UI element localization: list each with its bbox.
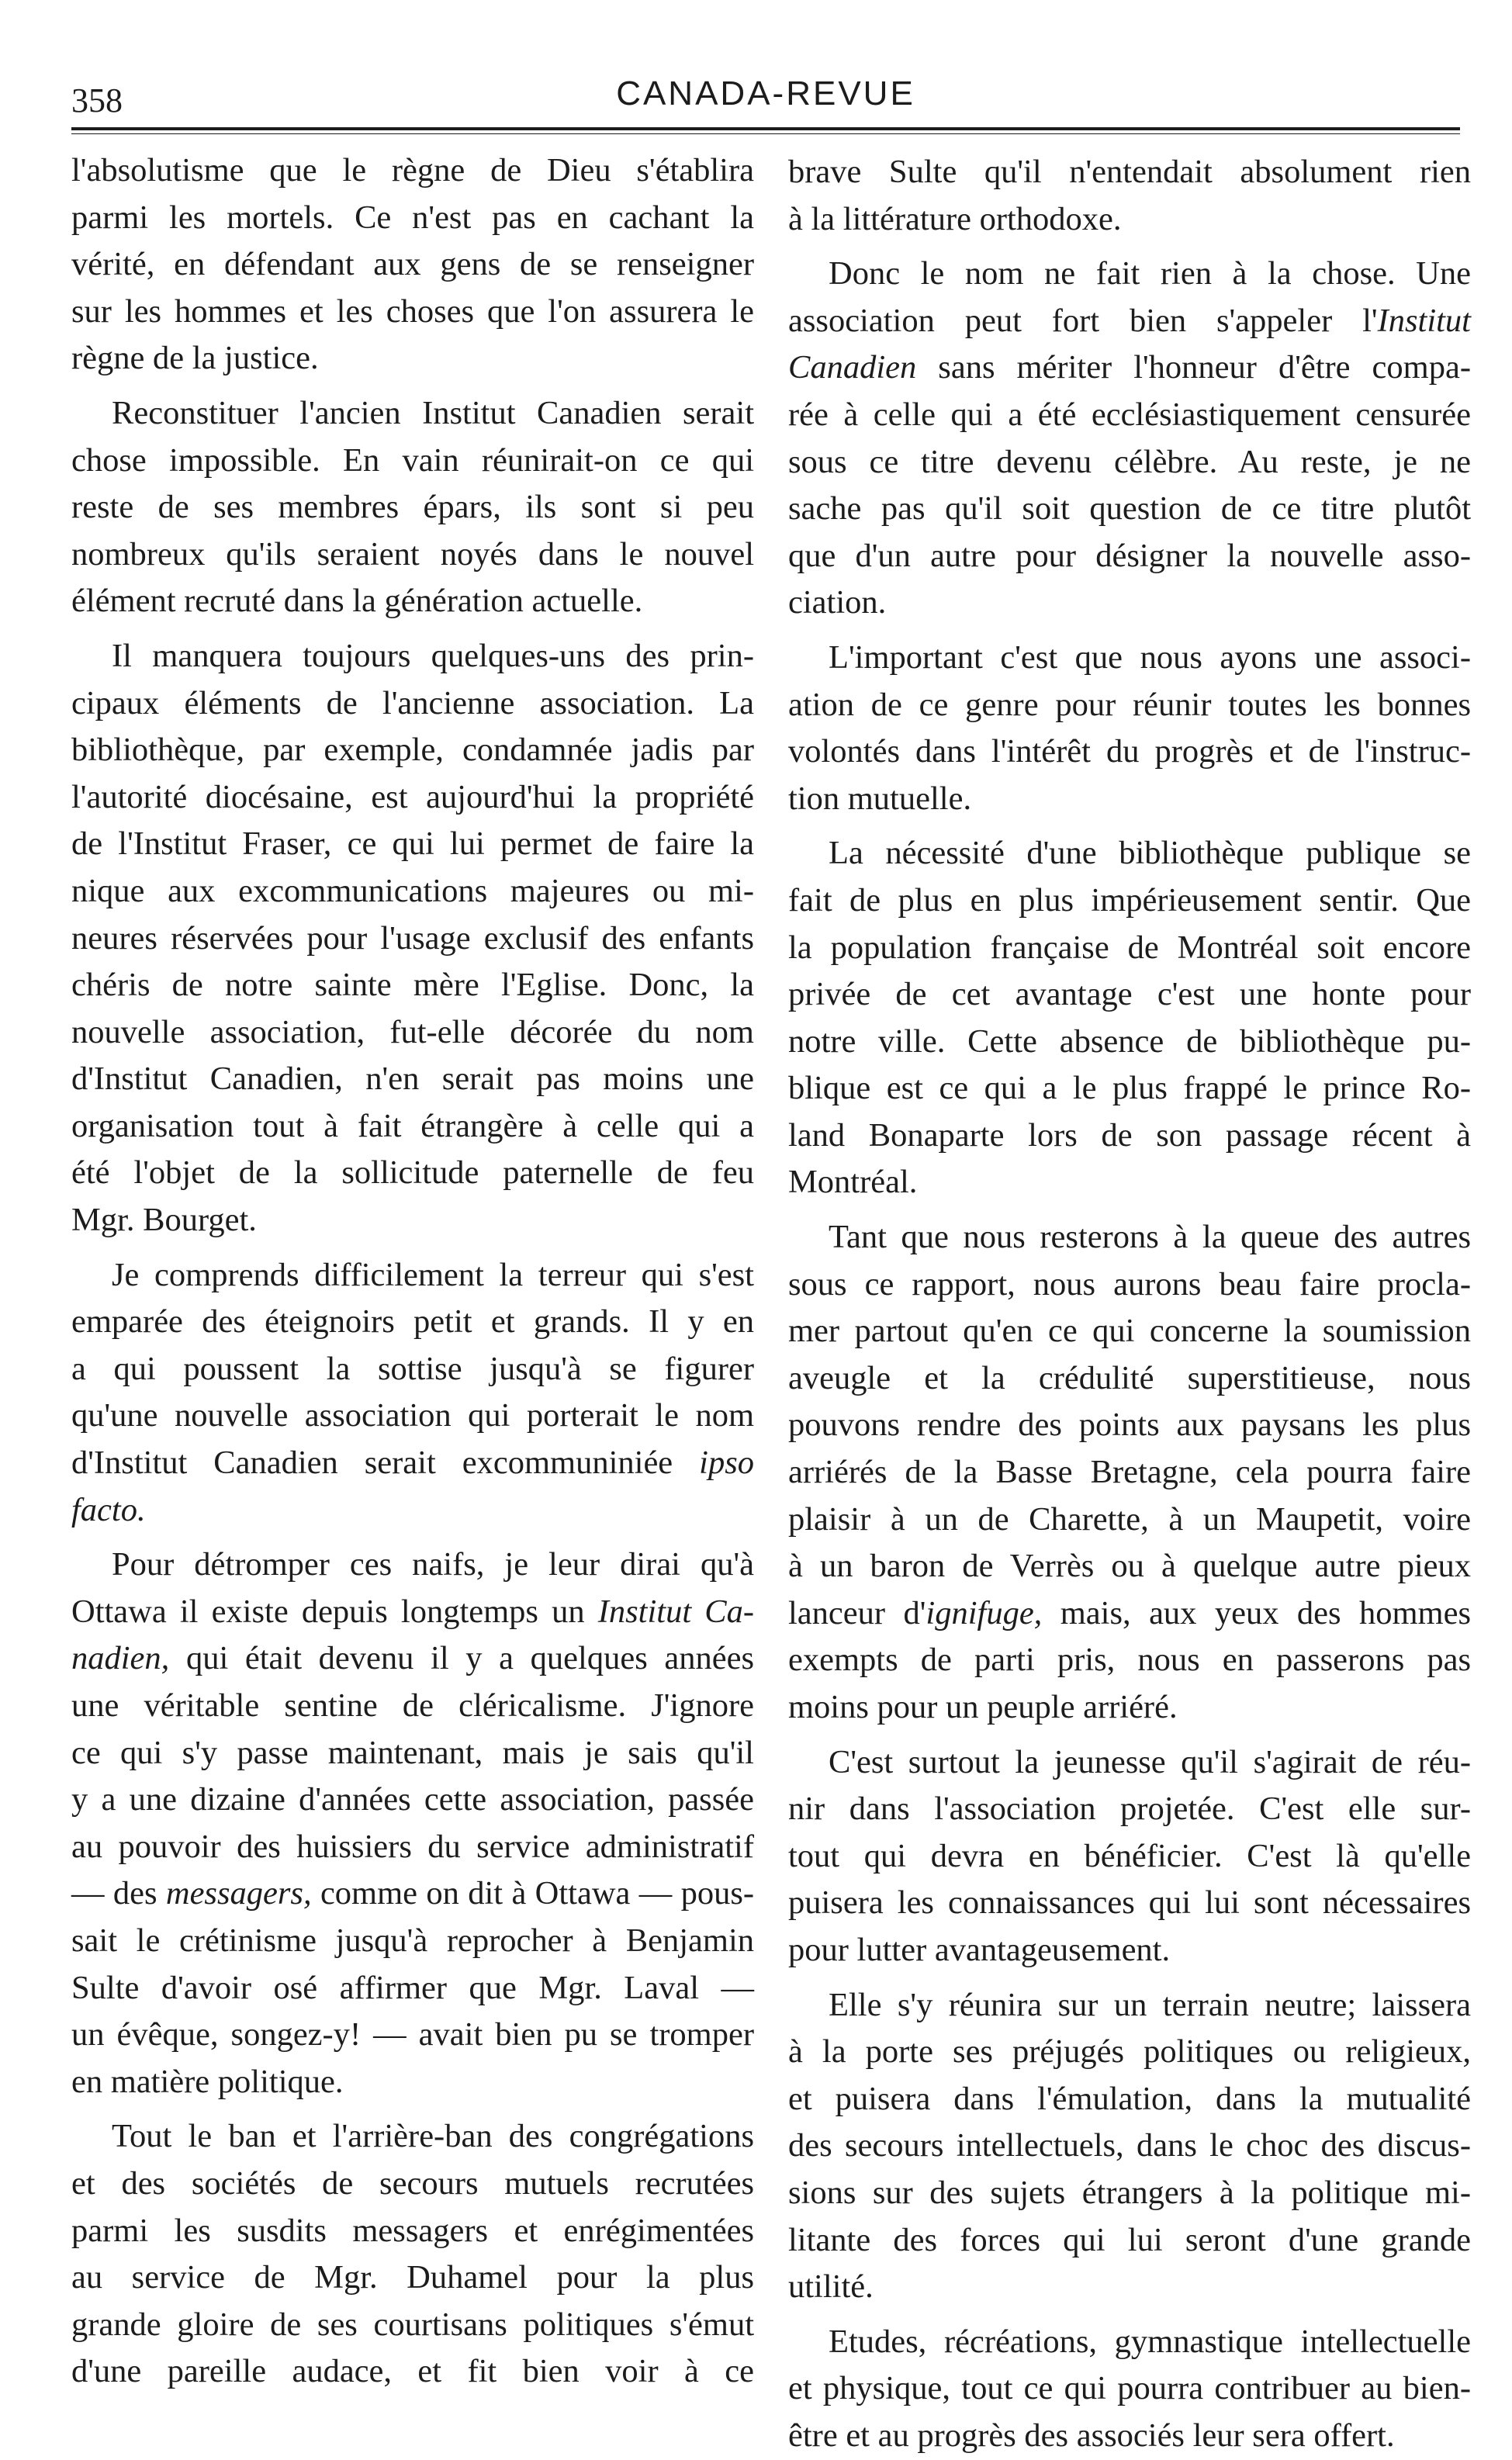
text-line: sache pas qu'il soit question de ce titre plutôt [788,490,1471,528]
text-line: l'autorité diocésaine, est aujourd'hui la propriété [71,778,754,815]
italic-run: messagers, [165,1875,312,1912]
text-line: organisation tout à fait étrangère à celle qui a [71,1107,754,1144]
text-line [788,298,1471,345]
text-line: règne de la justice. [71,340,319,377]
paragraph [788,635,1471,822]
text-line: une véritable sentine de cléricalisme. J'ignore [71,1687,754,1724]
italic-run: ignifuge, [926,1594,1043,1631]
text-line: à un baron de Verrès ou à quelque autre pieux [788,1548,1471,1585]
text-line: y a une dizaine d'années cette association, passée [71,1781,754,1818]
text-line: ce qui s'y passe maintenant, mais je sais qu'il [71,1734,754,1771]
header-rule-thin [71,133,1460,134]
paragraph [788,149,1471,243]
text-line: ciation. [788,584,887,621]
text-line: de l'Institut Fraser, ce qui lui permet de faire la [71,825,754,863]
text-line: tion mutuelle. [788,780,972,817]
text-line: au service de Mgr. Duhamel pour la plus [71,2259,754,2296]
text-line: tout qui devra en bénéficier. C'est là qu'elle [788,1837,1471,1874]
text-line [71,1635,754,1683]
text-line: parmi les mortels. Ce n'est pas en cachant la [71,199,754,236]
text-line: parmi les susdits messagers et enrégimentées [71,2212,754,2249]
text-line: été l'objet de la sollicitude paternelle de feu [71,1154,754,1192]
text-line: Je comprends difficilement la terreur qui s'est [112,1256,754,1293]
text-line: bibliothèque, par exemple, condamnée jadis par [71,732,754,769]
text-line: et physique, tout ce qui pourra contribuer au bien- [788,2370,1471,2407]
paragraph [788,251,1471,627]
text-line [71,1870,754,1918]
italic-run: Institut [1377,302,1471,339]
text-line: utilité. [788,2268,874,2306]
text-line: Il manquera toujours quelques-uns des prin- [112,637,754,674]
text-line: reste de ses membres épars, ils sont si peu [71,489,754,526]
text-line [71,1440,754,1487]
text-line: pour lutter avantageusement. [788,1931,1171,1968]
text-line: et puisera dans l'émulation, dans la mutualité [788,2080,1471,2117]
paragraph [788,1982,1471,2311]
text-line: exempts de parti pris, nous en passerons pas [788,1642,1471,1679]
right-column [788,149,1471,2460]
text-line [71,1589,754,1636]
text-line: Tant que nous resterons à la queue des autres [829,1219,1471,1256]
left-column [71,147,754,2396]
paragraph [71,1541,754,2105]
text-line: sions sur des sujets étrangers à la politique mi- [788,2174,1471,2211]
text-line: blique est ce qui a le plus frappé le prince Ro- [788,1070,1471,1107]
text-line: Elle s'y réunira sur un terrain neutre; laissera [829,1986,1471,2023]
text-run: — des [71,1875,157,1912]
paragraph [71,390,754,625]
text-line: d'Institut Canadien, n'en serait pas moins une [71,1060,754,1098]
text-line: puisera les connaissances qui lui sont nécessaires [788,1884,1471,1922]
text-line: La nécessité d'une bibliothèque publique se [829,835,1471,872]
text-line: nique aux excommunications majeures ou mi- [71,872,754,909]
italic-run: nadien, [71,1640,170,1677]
text-line: en matière politique. [71,2063,344,2100]
text-run: lanceur d' [788,1594,926,1631]
text-run: d'Institut Canadien serait excommuniniée [71,1445,673,1482]
text-line: à la porte ses préjugés politiques ou religieux, [788,2033,1471,2071]
text-line: Etudes, récréations, gymnastique intellectuelle [829,2323,1471,2360]
text-line: Mgr. Bourget. [71,1202,257,1239]
text-line: qu'une nouvelle association qui porterait le nom [71,1397,754,1434]
text-line: Pour détromper ces naifs, je leur dirai qu'à [112,1546,754,1583]
text-run: sans mériter l'honneur d'être compa- [938,349,1471,386]
paragraph [788,2319,1471,2460]
header-rule-thick [71,127,1460,130]
text-line [71,1487,754,1534]
text-line: ation de ce genre pour réunir toutes les bonnes [788,686,1471,723]
text-line: la population française de Montréal soit encore [788,929,1471,966]
text-line: volontés dans l'intérêt du progrès et de l'instruc- [788,733,1471,770]
paragraph [788,830,1471,1206]
text-line: mer partout qu'en ce qui concerne la soumission [788,1313,1471,1350]
text-run: association peut fort bien s'appeler l' [788,302,1378,339]
text-line: rée à celle qui a été ecclésiastiquement censurée [788,396,1471,433]
text-line: l'absolutisme que le règne de Dieu s'établira [71,152,754,189]
text-line: plaisir à un de Charette, à un Maupetit, voire [788,1500,1471,1538]
text-line: d'une pareille audace, et fit bien voir à ce [71,2353,754,2390]
page-header [71,68,1460,123]
text-line: pouvons rendre des points aux paysans les plus [788,1406,1471,1444]
paragraph [71,147,754,382]
text-line: sous ce rapport, nous aurons beau faire procla- [788,1265,1471,1303]
paragraph [788,1214,1471,1732]
text-line: sait le crétinisme jusqu'à reprocher à Benjamin [71,1922,754,1959]
text-line: aveugle et la crédulité superstitieuse, nous [788,1359,1471,1396]
text-line: Donc le nom ne fait rien à la chose. Une [829,255,1471,292]
text-line: neures réservées pour l'usage exclusif des enfants [71,919,754,957]
text-line: brave Sulte qu'il n'entendait absolument rien [788,154,1471,190]
text-line: privée de cet avantage c'est une honte pour [788,976,1471,1013]
text-line [788,344,1471,392]
text-line: chéris de notre sainte mère l'Eglise. Donc, la [71,967,754,1004]
text-run: mais, aux yeux des hommes [1060,1594,1472,1631]
page-number: 358 [71,81,123,119]
text-line: des secours intellectuels, dans le choc des discus- [788,2127,1471,2164]
text-line: Tout le ban et l'arrière-ban des congrégations [112,2118,754,2155]
text-line: Reconstituer l'ancien Institut Canadien serait [112,394,754,431]
text-line: sous ce titre devenu célèbre. Au reste, je ne [788,443,1471,480]
text-run: comme on dit à Ottawa — pous- [320,1875,755,1912]
text-line: à la littérature orthodoxe. [788,200,1122,237]
italic-run: Institut Ca- [597,1593,755,1630]
text-line: chose impossible. En vain réunirait-on ce qui [71,441,754,479]
text-line: emparée des éteignoirs petit et grands. Il y en [71,1303,754,1341]
text-line: vérité, en défendant aux gens de se renseigner [71,246,754,283]
text-line: moins pour un peuple arriéré. [788,1689,1178,1725]
italic-run: Canadien [788,349,917,386]
text-line: nouvelle association, fut-elle décorée du nom [71,1013,754,1050]
text-line: cipaux éléments de l'ancienne association. La [71,684,754,721]
text-line: élément recruté dans la génération actuelle. [71,583,643,620]
text-line: a qui poussent la sottise jusqu'à se figurer [71,1350,754,1387]
italic-run: ipso [699,1445,754,1482]
paragraph [71,2113,754,2396]
text-line: que d'un autre pour désigner la nouvelle asso- [788,537,1471,574]
text-line: arriérés de la Basse Bretagne, cela pourra faire [788,1454,1471,1491]
text-line: sur les hommes et les choses que l'on assurera le [71,292,754,330]
paragraph [71,1252,754,1534]
paragraph [71,633,754,1244]
text-line: C'est surtout la jeunesse qu'il s'agirait de réu- [829,1743,1471,1780]
text-line [788,1590,1471,1638]
text-run: Ottawa il existe depuis longtemps un [71,1593,585,1630]
text-line: L'important c'est que nous ayons une associ- [829,638,1471,676]
text-line: fait de plus en plus impérieusement sentir. Que [788,881,1471,919]
running-title: CANADA-REVUE [616,74,915,112]
text-line: être et au progrès des associés leur sera offert. [788,2417,1395,2454]
text-run: qui était devenu il y a quelques années [185,1640,754,1677]
text-line: land Bonaparte lors de son passage récent à [788,1116,1471,1154]
text-line: Montréal. [788,1164,918,1201]
paragraph [788,1739,1471,1974]
text-line: au pouvoir des huissiers du service administratif [71,1828,754,1865]
text-line: notre ville. Cette absence de bibliothèque pu- [788,1022,1471,1060]
italic-run: facto. [71,1491,146,1528]
text-line: grande gloire de ses courtisans politiques s'émut [71,2306,754,2343]
text-line: Sulte d'avoir osé affirmer que Mgr. Laval — [71,1969,754,2006]
text-line: nir dans l'association projetée. C'est elle sur- [788,1791,1471,1828]
text-line: un évêque, songez-y! — avait bien pu se tromper [71,2016,754,2053]
text-line: litante des forces qui lui seront d'une grande [788,2221,1471,2258]
text-line: nombreux qu'ils seraient noyés dans le nouvel [71,535,754,573]
text-line: et des sociétés de secours mutuels recrutées [71,2164,754,2202]
